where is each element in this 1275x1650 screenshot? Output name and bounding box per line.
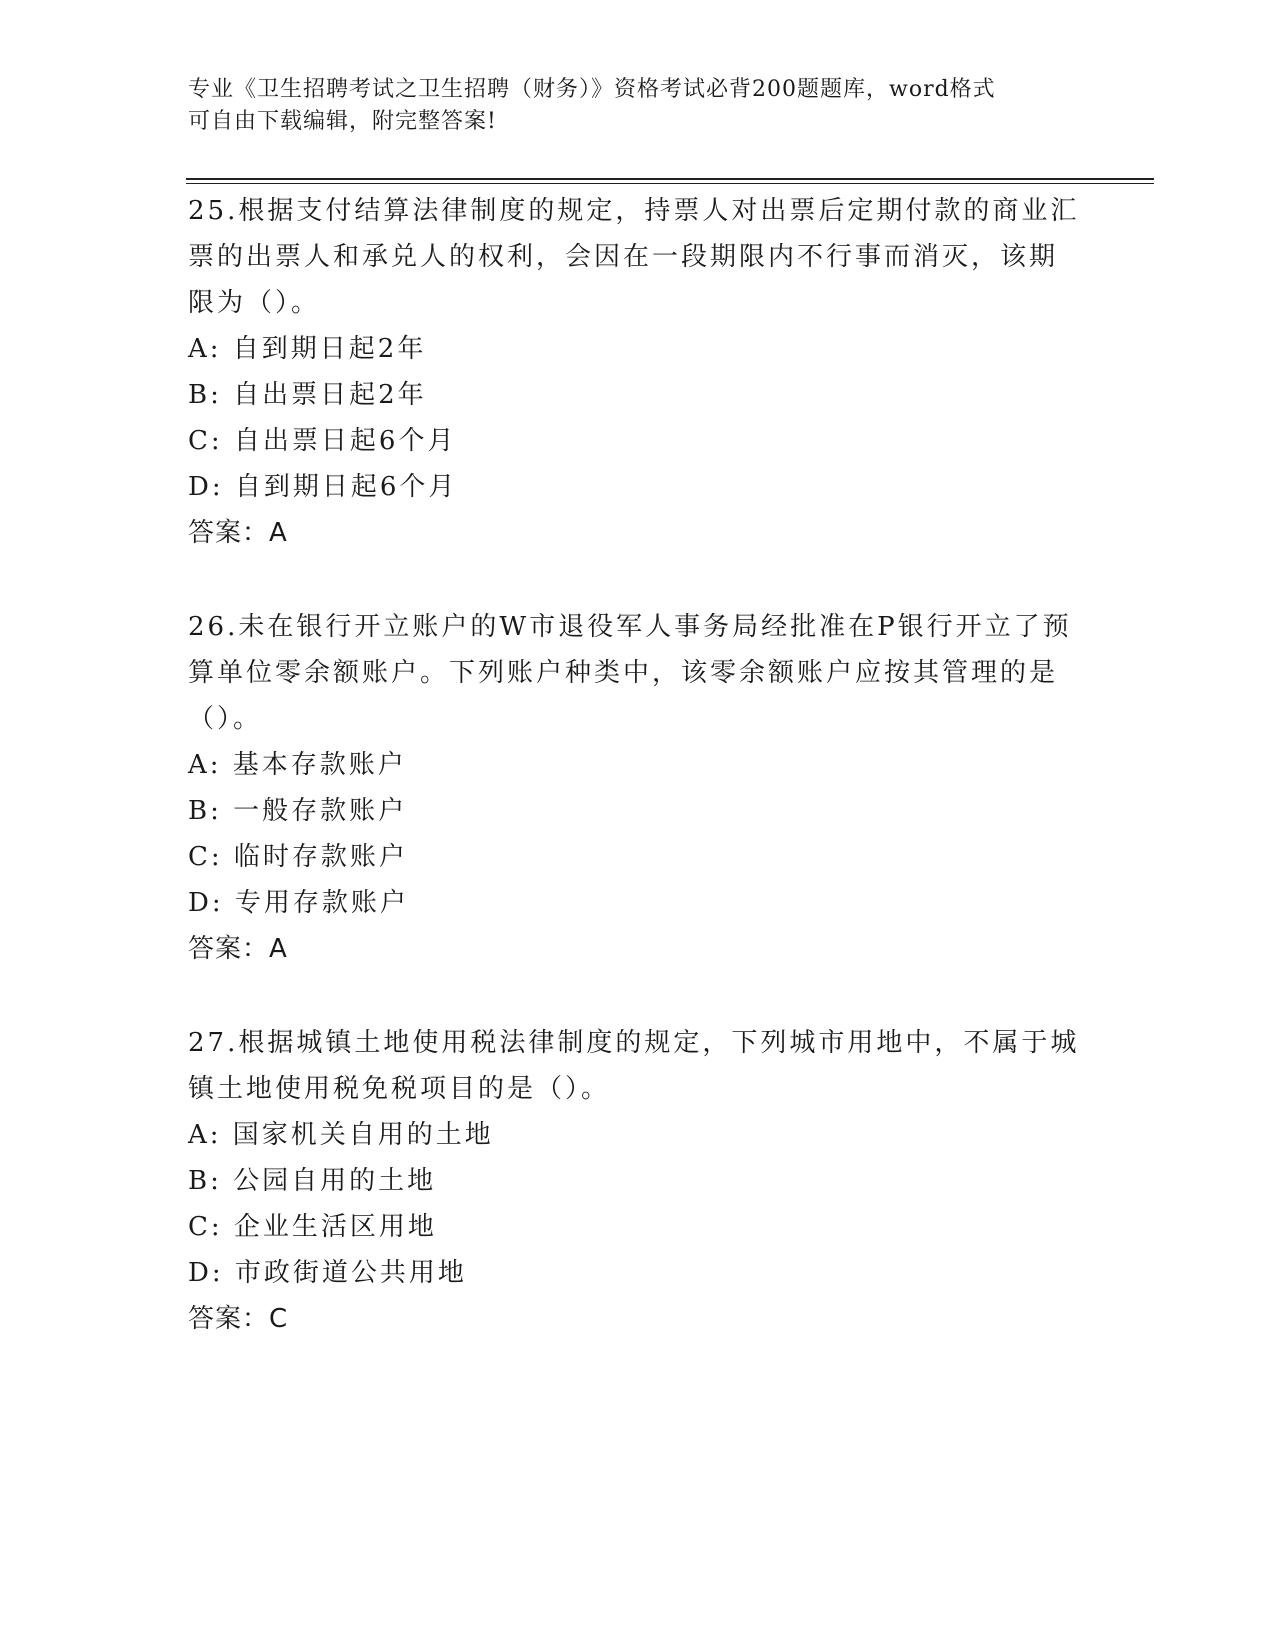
header-line-2: 可自由下载编辑，附完整答案! xyxy=(188,109,497,134)
option-d: D: 自到期日起6个月 xyxy=(188,472,458,502)
option-d: D: 市政街道公共用地 xyxy=(188,1258,467,1288)
option-a: A: 基本存款账户 xyxy=(188,750,407,780)
answer-line: 答案：C xyxy=(188,1304,289,1334)
question-list xyxy=(188,188,1088,1342)
document-header xyxy=(188,74,1068,138)
option-c: C: 临时存款账户 xyxy=(188,842,408,872)
header-line-1: 专业《卫生招聘考试之卫生招聘（财务）》资格考试必背200题题库，word格式 xyxy=(188,77,996,102)
question-25 xyxy=(188,188,1088,556)
question-spacer xyxy=(188,972,1088,1020)
question-stem-line: 票的出票人和承兑人的权利，会因在一段期限内不行事而消灭，该期 xyxy=(188,242,1059,272)
question-stem-line: 27.根据城镇土地使用税法律制度的规定，下列城市用地中，不属于城 xyxy=(188,1028,1080,1058)
option-a: A: 国家机关自用的土地 xyxy=(188,1120,494,1150)
option-c: C: 自出票日起6个月 xyxy=(188,426,457,456)
option-d: D: 专用存款账户 xyxy=(188,888,409,918)
question-stem-line: 镇土地使用税免税项目的是（）。 xyxy=(188,1074,611,1104)
question-27 xyxy=(188,1020,1088,1342)
answer-line: 答案：A xyxy=(188,518,288,548)
question-stem-line: 26.未在银行开立账户的W市退役军人事务局经批准在P银行开立了预 xyxy=(188,612,1072,642)
header-rule-thick xyxy=(186,178,1154,180)
question-stem-line: （）。 xyxy=(188,704,263,734)
option-b: B: 一般存款账户 xyxy=(188,796,408,826)
option-c: C: 企业生活区用地 xyxy=(188,1212,437,1242)
option-b: B: 公园自用的土地 xyxy=(188,1166,437,1196)
option-b: B: 自出票日起2年 xyxy=(188,380,427,410)
question-stem-line: 算单位零余额账户。下列账户种类中，该零余额账户应按其管理的是 xyxy=(188,658,1059,688)
question-26 xyxy=(188,604,1088,972)
option-a: A: 自到期日起2年 xyxy=(188,334,427,364)
question-stem-line: 限为（）。 xyxy=(188,288,321,318)
header-rule-thin xyxy=(186,183,1154,184)
question-stem-line: 25.根据支付结算法律制度的规定，持票人对出票后定期付款的商业汇 xyxy=(188,196,1080,226)
question-spacer xyxy=(188,556,1088,604)
answer-line: 答案：A xyxy=(188,934,288,964)
